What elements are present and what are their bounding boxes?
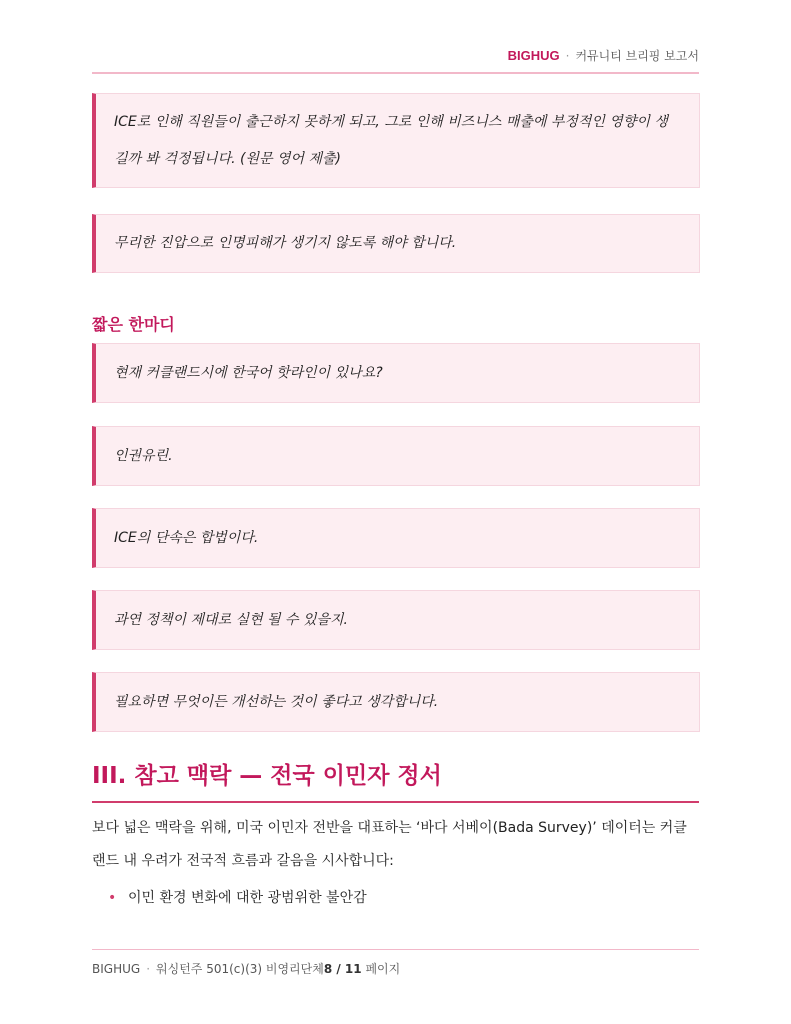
quote-box <box>92 214 700 273</box>
comment-text: 인권유린. <box>114 447 173 464</box>
section-body: 보다 넓은 맥락을 위해, 미국 이민자 전반을 대표하는 ‘바다 서베이(Bada Survey)’ 데이터는 커클랜드 내 우려가 전국적 흐름과 갈음을 시사합니다: <box>92 820 687 869</box>
header-brand: BIGHUG <box>507 48 560 63</box>
comment-text: 필요하면 무엇이든 개선하는 것이 좋다고 생각합니다. <box>114 693 439 710</box>
comment-box <box>92 590 700 650</box>
footer-separator: · <box>146 962 151 976</box>
quote-box <box>92 93 700 188</box>
bullet-text: 이민 환경 변화에 대한 광범위한 불안감 <box>128 890 367 906</box>
comment-text: ICE의 단속은 합법이다. <box>114 529 259 546</box>
section-title: III. 참고 맥락 — 전국 이민자 정서 <box>92 757 699 803</box>
bullet-list <box>92 884 367 912</box>
header-separator: · <box>565 49 570 63</box>
quote-text: 무리한 진압으로 인명피해가 생기지 않도록 해야 합니다. <box>114 235 457 251</box>
page-header <box>92 44 699 74</box>
comment-text: 현재 커클랜드시에 한국어 핫라인이 있나요? <box>114 364 383 381</box>
quote-text: ICE로 인해 직원들이 출근하지 못하게 되고, 그로 인해 비즈니스 매출에 부정적인 영향이 생길까 봐 걱정됩니다. (원문 영어 제출) <box>114 113 668 167</box>
comment-box <box>92 343 700 403</box>
footer-page-suffix: 페이지 <box>365 962 401 976</box>
footer-org: BIGHUG <box>92 962 141 976</box>
comment-box <box>92 508 700 568</box>
page-footer <box>92 949 699 977</box>
header-report-title: 커뮤니티 브리핑 보고서 <box>575 49 699 63</box>
comment-box <box>92 426 700 486</box>
bullet-item <box>92 884 367 912</box>
comment-text: 과연 정책이 제대로 실현 될 수 있을지. <box>114 611 349 628</box>
comment-box <box>92 672 700 732</box>
footer-page-number: 8 / 11 <box>323 962 362 976</box>
footer-org-desc: 워싱턴주 501(c)(3) 비영리단체 <box>156 962 324 976</box>
bullet-marker: • <box>108 890 117 906</box>
short-comments-heading: 짧은 한마디 <box>92 315 175 334</box>
